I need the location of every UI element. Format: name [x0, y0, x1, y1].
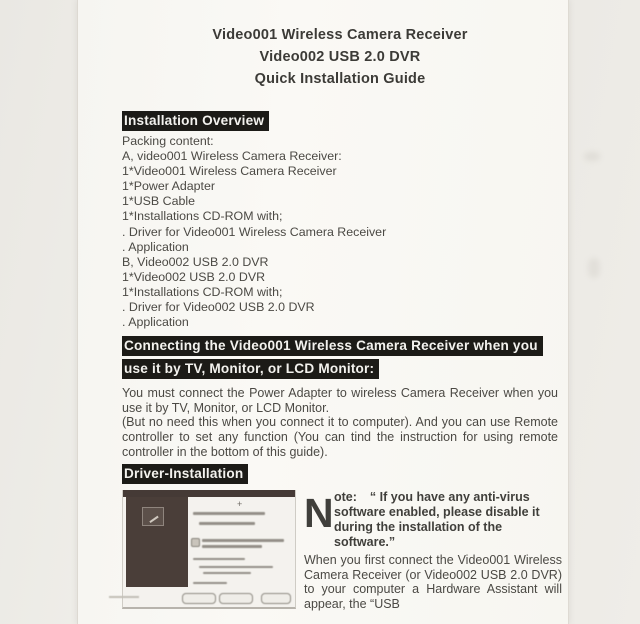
driver-installation-row: [122, 490, 562, 611]
page-title-line: Quick Installation Guide: [254, 71, 426, 87]
wizard-text-line: [193, 582, 227, 584]
packing-list-line: . Application: [122, 239, 189, 254]
bleed-artifact: [588, 258, 600, 278]
wizard-body: [191, 498, 291, 586]
note-label: ote:: [334, 490, 357, 505]
section-heading-label: Driver-Installation: [122, 464, 248, 484]
packing-list: [122, 134, 558, 330]
wizard-bullet-icon: [191, 538, 200, 547]
wizard-text-line: [202, 545, 262, 548]
section-heading-driver-installation: [122, 464, 558, 484]
packing-list-line: . Driver for Video002 USB 2.0 DVR: [122, 300, 315, 315]
wizard-back-button: [182, 593, 216, 604]
body-paragraph: When you first connect the Video001 Wireless Camera Receiver (or Video002 USB 2.0 DVR) to your computer a Hardware Assistant will appear, the “USB: [304, 553, 562, 611]
packing-list-line: 1*USB Cable: [122, 194, 196, 209]
section-heading-label: Installation Overview: [122, 111, 269, 131]
bleed-artifact: [584, 152, 600, 161]
page-sheet: [77, 0, 569, 624]
section-heading-connecting: [122, 336, 558, 382]
wizard-button-row: [182, 593, 291, 604]
packing-list-line: . Application: [122, 315, 189, 330]
body-paragraph: You must connect the Power Adapter to wireless Camera Receiver when you use it by TV, Monitor, or LCD Monitor.: [122, 386, 558, 415]
wizard-text-line: [199, 566, 273, 568]
packing-list-line: 1*Video002 USB 2.0 DVR: [122, 269, 266, 284]
packing-list-line: 1*Installations CD-ROM with;: [122, 284, 283, 299]
wizard-cancel-button: [261, 593, 291, 604]
packing-list-line: 1*Installations CD-ROM with;: [122, 209, 283, 224]
body-paragraph: (But no need this when you connect it to computer). And you can use Remote controller to set any function (You can tind the instruction for using remote controller in the bottom of this guide).: [122, 415, 558, 459]
note-quote: “ If you have any anti-virus software enabled, please disable it during the installation of the software.”: [334, 490, 540, 550]
plus-mark: +: [237, 499, 243, 510]
packing-list-line: A, video001 Wireless Camera Receiver:: [122, 149, 342, 164]
driver-text-column: [304, 490, 562, 611]
page-content: [122, 0, 562, 612]
wizard-text-line: [199, 522, 255, 525]
note-block: [304, 490, 562, 550]
note-text: [334, 490, 562, 550]
wizard-logo-icon: [142, 507, 164, 526]
packing-list-line: 1*Power Adapter: [122, 179, 215, 194]
wizard-dialog-screenshot: [122, 490, 296, 609]
packing-list-line: 1*Video001 Wireless Camera Receiver: [122, 164, 337, 179]
wizard-titlebar: [123, 490, 295, 497]
page-title-line: Video002 USB 2.0 DVR: [259, 49, 421, 65]
wizard-side-panel: [126, 497, 188, 587]
wizard-text-line: [193, 558, 245, 560]
note-dropcap: N: [304, 490, 334, 537]
packing-list-line: Packing content:: [122, 134, 214, 148]
page-title-line: Video001 Wireless Camera Receiver: [212, 27, 468, 43]
wizard-text-line: [202, 539, 284, 542]
section-heading-installation-overview: [122, 111, 558, 131]
packing-list-line: B, Video002 USB 2.0 DVR: [122, 254, 269, 269]
page-title: [122, 24, 558, 90]
wizard-next-button: [219, 593, 253, 604]
section-heading-label: use it by TV, Monitor, or LCD Monitor:: [122, 359, 379, 379]
packing-list-line: . Driver for Video001 Wireless Camera Receiver: [122, 224, 387, 239]
section-heading-label: Connecting the Video001 Wireless Camera Receiver when you: [122, 336, 543, 356]
scan-artifact-line: [109, 596, 139, 598]
wizard-text-line: [203, 572, 251, 574]
wizard-text-line: [193, 512, 265, 515]
